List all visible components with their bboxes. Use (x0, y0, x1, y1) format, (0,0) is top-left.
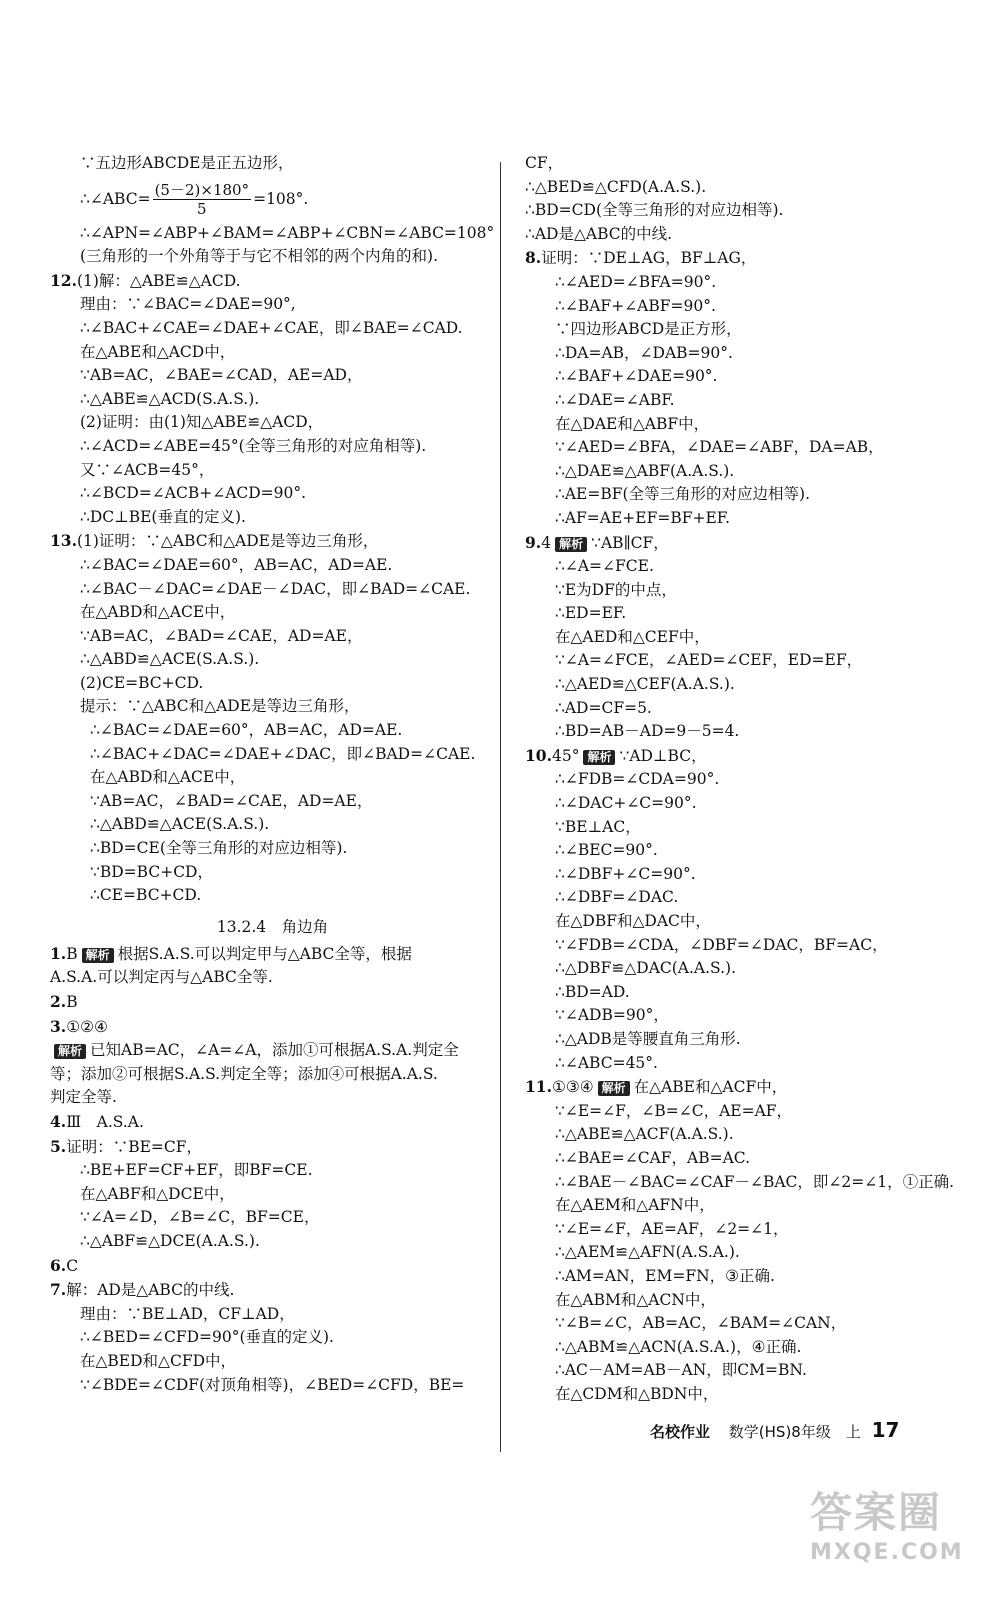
line-text: 在△ABD和△ACE中， (80, 603, 236, 622)
text-line (50, 1206, 495, 1230)
text-line (50, 1254, 495, 1279)
analysis-tag: 解析 (555, 537, 587, 552)
line-text: ∴△AEM≌△AFN(A.S.A.). (555, 1243, 740, 1262)
line-text: ∵∠BDE=∠CDF(对顶角相等)，∠BED=∠CFD，BE= (80, 1375, 465, 1394)
line-text-after: 已知AB=AC，∠A=∠A，添加①可根据A.S.A.判定全 (90, 1041, 459, 1060)
line-text: ∴∠AED=∠BFA=90°. (555, 272, 717, 291)
line-text: C (66, 1256, 79, 1275)
text-line (50, 269, 495, 294)
text-line (525, 223, 945, 247)
line-text: ∴∠DBF=∠DAC. (555, 888, 679, 907)
text-line (525, 816, 945, 840)
text-line (50, 1135, 495, 1160)
line-text: ∴∠DAC+∠C=90°. (555, 794, 697, 813)
text-line (50, 1350, 495, 1374)
line-text: 45° (551, 746, 580, 765)
line-text: ∴∠BAC=∠DAE=60°，AB=AC，AD=AE. (90, 721, 403, 740)
text-line (50, 1086, 495, 1110)
line-text: ∴BD=CE(全等三角形的对应边相等). (90, 839, 348, 858)
line-text: ∵∠A=∠FCE，∠AED=∠CEF，ED=EF， (555, 651, 863, 670)
text-line (50, 1015, 495, 1040)
line-text: ∵∠E=∠F，AE=AF，∠2=∠1， (555, 1219, 789, 1238)
line-text: ∴∠BED=∠CFD=90°(垂直的定义). (80, 1328, 334, 1347)
text-line (50, 506, 495, 530)
section-title: 13.2.4 角边角 (216, 917, 329, 936)
line-text: ∴∠DBF+∠C=90°. (555, 864, 696, 883)
line-text: ∴∠BAC+∠DAC=∠DAE+∠DAC，即∠BAD=∠CAE. (90, 744, 476, 763)
text-line (50, 1230, 495, 1254)
text-line (50, 482, 495, 506)
text-line (525, 1075, 945, 1100)
line-text: ∴BD=AB－AD=9－5=4. (555, 722, 740, 741)
line-text: ∴△BED≌△CFD(A.A.S.). (525, 177, 707, 196)
line-text: ∴BD=AD. (555, 982, 630, 1001)
line-text: ∴∠ACD=∠ABE=45°(全等三角形的对应角相等). (80, 436, 427, 455)
text-line (525, 342, 945, 366)
column-divider (500, 162, 501, 1452)
line-text: 在△DAE和△ABF中， (555, 414, 710, 433)
fraction (153, 181, 252, 218)
footer-brand: 名校作业 (650, 1423, 711, 1441)
line-text: (1)解：△ABE≌△ACD. (76, 271, 241, 290)
text-line (525, 957, 945, 981)
line-text-after: 在△ABE和△ACF中， (633, 1078, 788, 1097)
line-text: ∴∠ABC= (80, 189, 151, 208)
question-number: 2. (50, 992, 67, 1011)
line-text: ∵∠A=∠D，∠B=∠C，BF=CE， (80, 1208, 320, 1227)
fraction-numerator: (5－2)×180° (154, 181, 250, 200)
line-text: ∴∠A=∠FCE. (555, 557, 654, 576)
text-line (50, 245, 495, 269)
text-line (525, 1194, 945, 1218)
line-text: ∴AM=AN，EM=FN，③正确. (555, 1266, 775, 1285)
line-text: 在△AEM和△AFN中， (555, 1196, 715, 1215)
line-text: ∵∠ADB=90°， (555, 1006, 669, 1025)
line-text: ∴DA=AB，∠DAB=90°. (555, 343, 733, 362)
question-number: 4. (50, 1111, 67, 1131)
text-line (50, 837, 495, 861)
line-text: 在△ABD和△ACE中， (90, 768, 246, 787)
line-text-after: 根据S.A.S.可以判定甲与△ABC全等，根据 (117, 944, 412, 963)
text-line (525, 886, 945, 910)
line-text: 证明：∵BE=CF， (66, 1137, 202, 1156)
text-line (525, 1218, 945, 1242)
line-text: 在△CDM和△BDN中， (555, 1384, 719, 1403)
line-text: ∴AF=AE+EF=BF+EF. (555, 508, 731, 527)
text-line (525, 1147, 945, 1171)
text-line (50, 884, 495, 908)
text-line (50, 1063, 495, 1087)
text-line (525, 697, 945, 721)
text-line (50, 529, 495, 554)
text-line (525, 768, 945, 792)
line-text: A.S.A.可以判定丙与△ABC全等. (50, 968, 273, 987)
text-line (50, 813, 495, 837)
line-text: 在△DBF和△DAC中， (555, 912, 711, 930)
line-text: (1)证明：∵△ABC和△ADE是等边三角形， (76, 532, 379, 551)
text-line (525, 1383, 945, 1407)
text-line (525, 1312, 945, 1336)
right-column (525, 152, 955, 1406)
line-text: (三角形的一个外角等于与它不相邻的两个内角的和). (80, 247, 439, 266)
question-number: 1. (50, 943, 67, 963)
text-line (50, 341, 495, 365)
line-text-after: =108°. (253, 189, 309, 208)
text-line (50, 222, 495, 246)
text-line (525, 555, 945, 579)
text-line (525, 246, 945, 271)
text-line (525, 649, 945, 673)
text-line (525, 483, 945, 507)
text-line (525, 1004, 945, 1028)
line-text: ∵∠FDB=∠CDA，∠DBF=∠DAC，BF=AC， (555, 935, 888, 954)
line-text: ∵四边形ABCD是正方形， (555, 320, 742, 339)
line-text: ∴∠FDB=∠CDA=90°. (555, 770, 720, 789)
text-line (525, 1336, 945, 1360)
analysis-tag: 解析 (598, 1081, 630, 1096)
line-text: ∴△ABD≌△ACE(S.A.S.). (80, 650, 260, 669)
question-number: 8. (525, 248, 542, 268)
text-line (525, 436, 945, 460)
watermark (810, 1480, 964, 1565)
question-number: 6. (50, 1255, 67, 1275)
text-line (525, 295, 945, 319)
text-line (525, 863, 945, 887)
text-line (50, 743, 495, 767)
text-line (525, 413, 945, 437)
line-text: ∴△ABM≌△ACN(A.S.A.)，④正确. (555, 1337, 802, 1356)
line-text: ∵BE⊥AC， (555, 817, 641, 836)
text-line (525, 1241, 945, 1265)
text-line (525, 318, 945, 342)
text-line (50, 176, 495, 222)
line-text: ∵AB=AC，∠BAD=∠CAE，AD=AE， (80, 626, 363, 645)
watermark-url: MXQE.COM (810, 1540, 964, 1565)
question-number: 13. (50, 531, 77, 551)
fraction-denominator: 5 (197, 200, 207, 219)
line-text: ∵E为DF的中点， (555, 580, 677, 599)
question-number: 3. (50, 1016, 67, 1036)
text-line (50, 1303, 495, 1327)
line-text: 在△ABF和△DCE中， (80, 1184, 235, 1203)
text-line (525, 507, 945, 531)
text-line (525, 1359, 945, 1383)
question-number: 5. (50, 1136, 67, 1156)
text-line (525, 152, 945, 176)
line-text: ①②④ (66, 1017, 108, 1036)
line-text: ∴△ABD≌△ACE(S.A.S.). (90, 815, 270, 834)
watermark-logo: 答案圈 (810, 1488, 943, 1537)
text-line (525, 602, 945, 626)
line-text: 判定全等. (50, 1088, 117, 1107)
line-text: ∵AB=AC，∠BAD=∠CAE，AD=AE， (90, 791, 373, 810)
line-text: ∵AB=AC，∠BAE=∠CAD，AE=AD， (80, 366, 363, 385)
line-text: ∴∠BEC=90°. (555, 841, 658, 860)
line-text: 解：AD是△ABC的中线. (66, 1281, 235, 1300)
text-line (50, 388, 495, 412)
text-line (50, 861, 495, 885)
line-text: ∴AD是△ABC的中线. (525, 224, 673, 243)
text-line (50, 554, 495, 578)
text-line (525, 271, 945, 295)
text-line (50, 1278, 495, 1303)
question-number: 7. (50, 1280, 67, 1300)
line-text: (2)CE=BC+CD. (80, 673, 204, 692)
text-line (50, 1326, 495, 1350)
line-text: ∴BE+EF=CF+EF，即BF=CE. (80, 1161, 313, 1180)
line-text: 理由：∵∠BAC=∠DAE=90°, (80, 295, 296, 314)
line-text: ∵∠AED=∠BFA，∠DAE=∠ABF，DA=AB， (555, 438, 884, 457)
line-text: ∴△AED≌△CEF(A.A.S.). (555, 675, 735, 694)
left-column (50, 152, 495, 1397)
text-line (525, 199, 945, 223)
line-text: 在△ABM和△ACN中， (555, 1290, 716, 1309)
text-line (50, 1183, 495, 1207)
line-text: (2)证明：由(1)知△ABE≌△ACD， (80, 413, 324, 432)
text-line (525, 1123, 945, 1147)
line-text: ∴∠BAE=∠CAF，AB=AC. (555, 1148, 751, 1167)
line-text: B (66, 944, 78, 963)
line-text: ∵∠E=∠F，∠B=∠C，AE=AF， (555, 1101, 793, 1120)
analysis-tag: 解析 (583, 750, 615, 765)
text-line (50, 625, 495, 649)
page-footer (650, 1418, 899, 1442)
line-text: ∴∠ABC=45°. (555, 1053, 658, 1072)
text-line (50, 1159, 495, 1183)
text-line (50, 293, 495, 317)
text-line (50, 1039, 495, 1063)
page-number: 17 (871, 1418, 900, 1442)
text-line (525, 673, 945, 697)
line-text: 在△BED和△CFD中， (80, 1351, 237, 1370)
analysis-tag: 解析 (82, 948, 114, 963)
question-number: 11. (525, 1077, 552, 1097)
text-line (50, 766, 495, 790)
text-line (50, 966, 495, 990)
line-text: ∴∠BAC－∠DAC=∠DAE－∠DAC，即∠BAD=∠CAE. (80, 579, 471, 598)
text-line (525, 460, 945, 484)
line-text: ∴∠BAF+∠DAE=90°. (555, 367, 718, 386)
text-line (525, 744, 945, 769)
text-line (50, 1374, 495, 1398)
line-text: ①③④ (551, 1078, 594, 1097)
text-line (525, 1100, 945, 1124)
text-line (50, 411, 495, 435)
line-text: ∴∠DAE=∠ABF. (555, 390, 675, 409)
line-text: ∵五边形ABCDE是正五边形， (80, 154, 294, 172)
line-text: ∴∠BAE－∠BAC=∠CAF－∠BAC，即∠2=∠1，①正确. (555, 1172, 955, 1191)
text-line (525, 365, 945, 389)
text-line (525, 389, 945, 413)
line-text: ∴DC⊥BE(垂直的定义). (80, 507, 246, 526)
analysis-tag: 解析 (54, 1044, 86, 1059)
text-line (50, 364, 495, 388)
text-line (525, 839, 945, 863)
line-text: ∴BD=CD(全等三角形的对应边相等). (525, 201, 784, 220)
text-line (525, 720, 945, 744)
text-line (50, 317, 495, 341)
line-text: ∴△ABE≌△ACF(A.A.S.). (555, 1125, 734, 1144)
question-number: 10. (525, 745, 552, 765)
line-text: ∴∠BCD=∠ACB+∠ACD=90°. (80, 484, 307, 503)
line-text: ∴∠BAC=∠DAE=60°，AB=AC，AD=AE. (80, 555, 393, 574)
line-text: 等；添加②可根据S.A.S.判定全等；添加④可根据A.A.S. (50, 1064, 438, 1083)
line-text: ∴△ABE≌△ACD(S.A.S.). (80, 389, 260, 408)
text-line (525, 1265, 945, 1289)
text-line (50, 459, 495, 483)
question-number: 12. (50, 270, 77, 290)
line-text: ∴△ABF≌△DCE(A.A.S.). (80, 1231, 260, 1250)
text-line (50, 648, 495, 672)
text-line (50, 601, 495, 625)
text-line (525, 1171, 955, 1195)
text-line (50, 578, 495, 602)
footer-subject: 数学(HS)8年级 上 (728, 1423, 861, 1441)
text-line (50, 719, 495, 743)
line-text: ∴∠APN=∠ABP+∠BAM=∠ABP+∠CBN=∠ABC=108° (80, 223, 495, 242)
line-text: 理由：∵BE⊥AD，CF⊥AD， (80, 1304, 295, 1323)
text-line (525, 981, 945, 1005)
text-line (525, 934, 945, 958)
line-text: ∴CE=BC+CD. (90, 886, 202, 905)
line-text: 在△AED和△CEF中， (555, 627, 710, 646)
line-text: ∵BD=BC+CD， (90, 862, 213, 881)
line-text: ∴AD=CF=5. (555, 698, 652, 717)
line-text: 在△ABE和△ACD中， (80, 342, 236, 361)
text-line (50, 672, 495, 696)
text-line (50, 790, 495, 814)
text-line (525, 626, 945, 650)
line-text: ∵∠B=∠C，AB=AC，∠BAM=∠CAN， (555, 1314, 847, 1333)
line-text: ∴ED=EF. (555, 604, 627, 623)
line-text: ∴AE=BF(全等三角形的对应边相等). (555, 485, 811, 504)
text-line (50, 990, 495, 1015)
text-line (525, 910, 945, 934)
text-line (525, 531, 945, 556)
line-text: ∴∠BAF+∠ABF=90°. (555, 296, 716, 315)
line-text: CF， (525, 154, 564, 172)
text-line (50, 435, 495, 459)
line-text: ∴△DBF≌△DAC(A.A.S.). (555, 959, 736, 978)
text-line (525, 1028, 945, 1052)
text-line (50, 695, 495, 719)
text-line (525, 1289, 945, 1313)
text-line (50, 152, 495, 176)
text-line (525, 579, 945, 603)
line-text: B (66, 993, 78, 1011)
line-text: 4 (541, 533, 552, 552)
text-line (525, 792, 945, 816)
text-line (525, 176, 945, 200)
line-text: 又∵∠ACB=45°， (80, 460, 215, 479)
line-text: ∴∠BAC+∠CAE=∠DAE+∠CAE，即∠BAE=∠CAD. (80, 318, 463, 337)
line-text: ∴AC－AM=AB－AN，即CM=BN. (555, 1361, 807, 1380)
line-text: 提示：∵△ABC和△ADE是等边三角形， (80, 697, 360, 716)
text-line (50, 942, 495, 967)
text-line (525, 1052, 945, 1076)
line-text: ∴△ADB是等腰直角三角形. (555, 1029, 741, 1048)
text-line (50, 1110, 495, 1135)
line-text: 证明：∵DE⊥AG，BF⊥AG， (541, 249, 757, 268)
line-text-after: ∵AB∥CF， (591, 533, 669, 552)
question-number: 9. (525, 532, 542, 552)
line-text-after: ∵AD⊥BC， (619, 746, 707, 765)
line-text: ∴△DAE≌△ABF(A.A.S.). (555, 461, 735, 480)
line-text: Ⅲ A.S.A. (66, 1112, 144, 1131)
